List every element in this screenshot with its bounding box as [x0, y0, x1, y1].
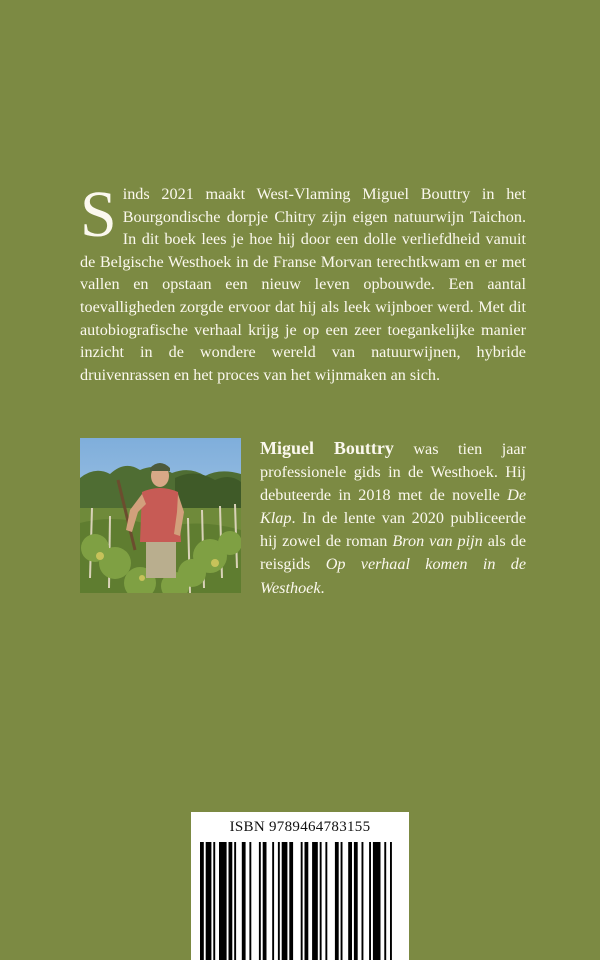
- barcode-bar: [278, 842, 280, 960]
- barcode-bar: [219, 842, 227, 960]
- barcode-bar: [272, 842, 274, 960]
- barcode-bar: [289, 842, 293, 960]
- bio-text-2: . In de lente van 2020 publiceerde hij zowel de roman: [260, 509, 526, 551]
- author-photo: [80, 438, 241, 593]
- book-title-bron-van-pijn: Bron van pijn: [392, 532, 483, 551]
- barcode-bar: [312, 842, 318, 960]
- author-name: Miguel Bouttry: [260, 438, 394, 458]
- barcode-bar: [206, 842, 212, 960]
- barcode-bar: [259, 842, 261, 960]
- barcode-bar: [305, 842, 309, 960]
- barcode-bar: [369, 842, 371, 960]
- barcode-bar: [229, 842, 233, 960]
- barcode-bar: [362, 842, 364, 960]
- barcode-label: [191, 812, 409, 960]
- bio-text-1: was tien jaar professionele gids in de Westhoek. Hij debuteerde in 2018 met de novelle: [260, 440, 526, 505]
- barcode-bar: [249, 842, 251, 960]
- isbn-text: ISBN 9789464783155: [229, 819, 371, 835]
- barcode-bar: [390, 842, 392, 960]
- barcode-bar: [325, 842, 327, 960]
- barcode-bar: [354, 842, 358, 960]
- blurb-text: inds 2021 maakt West-Vlaming Miguel Bouttry in het Bourgondische dorpje Chitry zijn eigen natuurwijn Taichon. In dit boek lees je hoe hij door een dolle verliefdheid vanuit de Belgische Westhoek in de Franse Morvan terechtkwam en er met vallen en opstaan een nieuw leven opbouwde. Een aantal toevalligheden zorgde ervoor dat hij als leek wijnboer werd. Met dit autobiografische verhaal krijg je op een zeer toegankelijke manier inzicht in de wondere wereld van natuurwijnen, hybride druivenrassen en het proces van het wijnmaken an sich.: [80, 185, 526, 384]
- barcode-bar: [335, 842, 339, 960]
- drop-cap: S: [80, 178, 117, 251]
- barcode-bar: [384, 842, 386, 960]
- barcode-bar: [348, 842, 352, 960]
- bio-text-4: .: [320, 578, 325, 597]
- barcode-bar: [234, 842, 236, 960]
- book-title-op-verhaal-komen: Op verhaal komen in de Westhoek: [260, 555, 527, 597]
- barcode-bar: [301, 842, 303, 960]
- barcode-bar: [282, 842, 288, 960]
- barcode-bar: [200, 842, 204, 960]
- barcode-bar: [320, 842, 322, 960]
- blurb-paragraph: [80, 178, 526, 386]
- barcode-bar: [242, 842, 246, 960]
- barcode-bar: [373, 842, 381, 960]
- author-bio: [260, 437, 526, 600]
- book-title-de-klap: De Klap: [260, 486, 526, 528]
- barcode-bar: [341, 842, 343, 960]
- barcode-graphic: [200, 842, 400, 960]
- bio-text-3: als de reisgids: [260, 532, 526, 574]
- barcode-bar: [263, 842, 267, 960]
- barcode-bar: [213, 842, 215, 960]
